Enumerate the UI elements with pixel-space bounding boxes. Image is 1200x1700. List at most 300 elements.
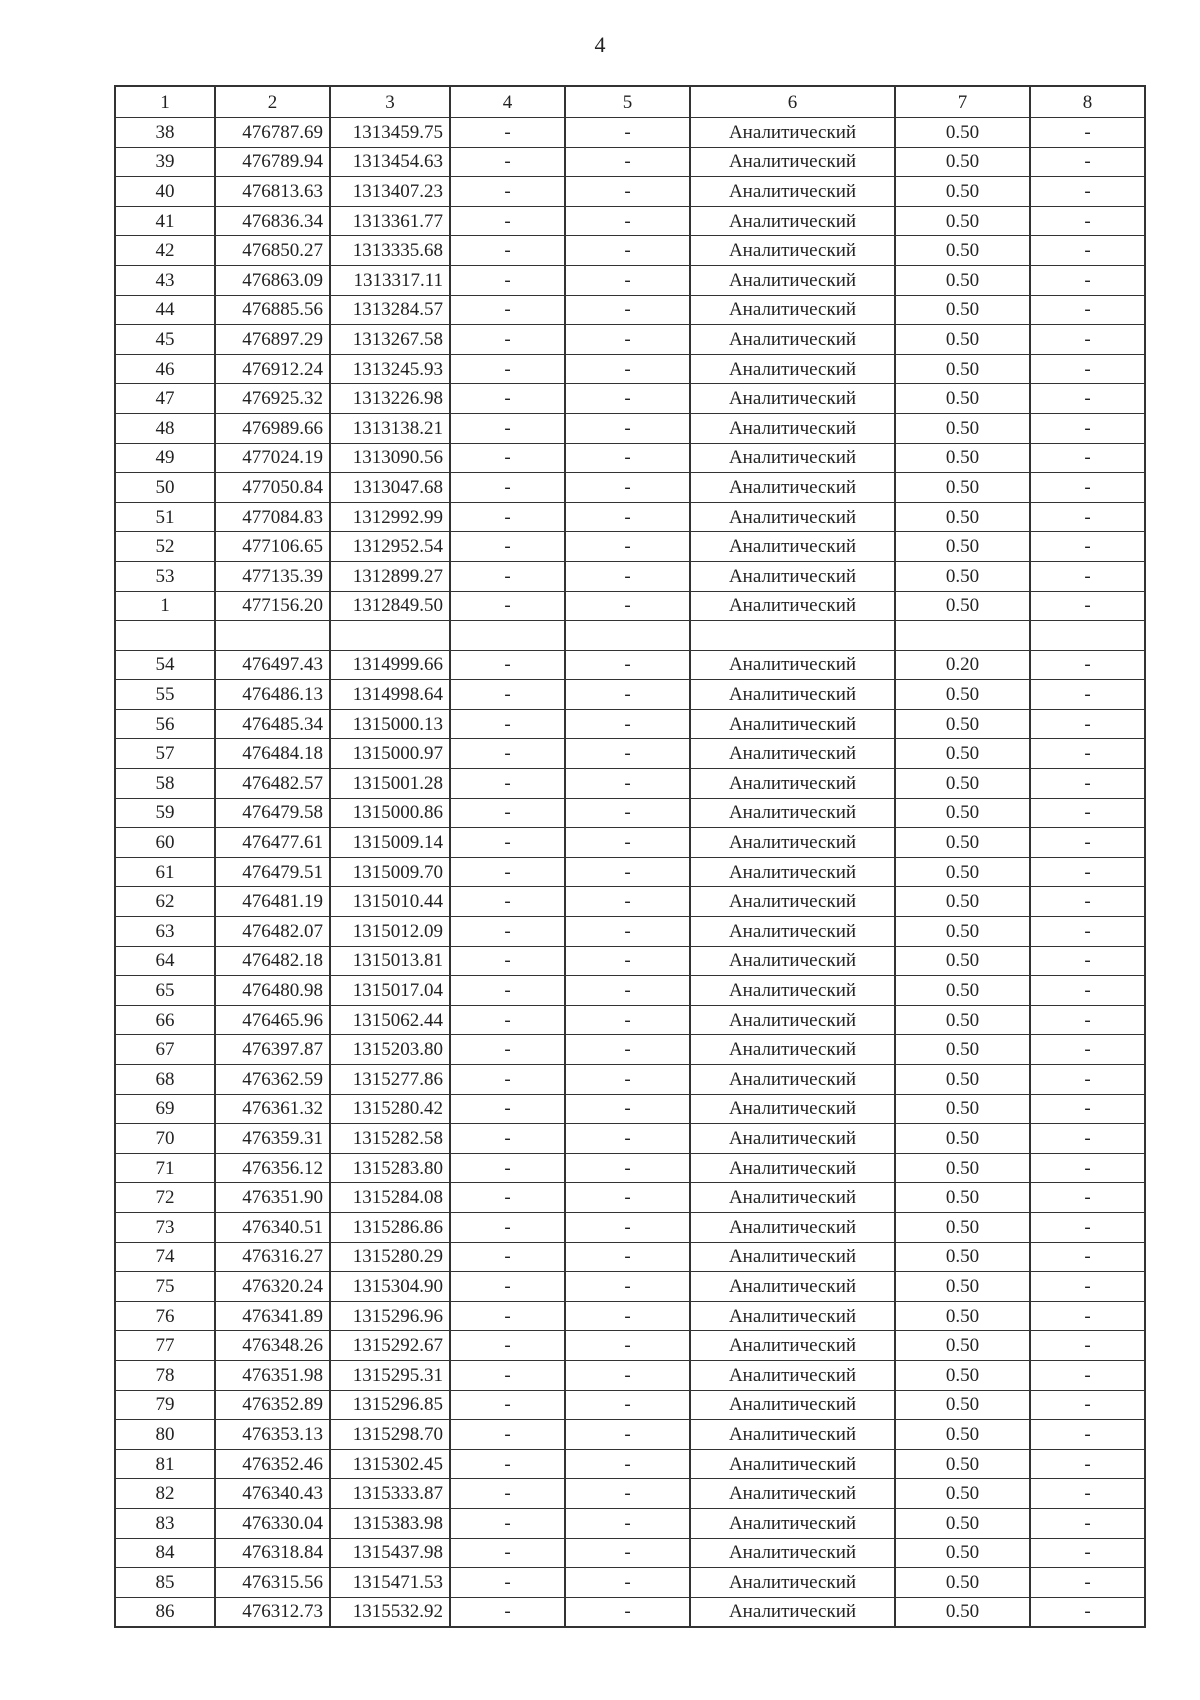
x-coordinate-cell: 477156.20 (215, 591, 330, 621)
point-number-cell: 55 (115, 680, 215, 710)
column-5-cell: - (565, 769, 690, 799)
column-4-cell: - (450, 502, 565, 532)
accuracy-cell: 0.50 (895, 354, 1030, 384)
table-row (115, 1449, 1145, 1479)
y-coordinate-cell: 1315000.13 (330, 709, 450, 739)
column-5-cell: - (565, 413, 690, 443)
accuracy-cell: 0.50 (895, 739, 1030, 769)
method-cell: Аналитический (690, 887, 895, 917)
column-4-cell: - (450, 887, 565, 917)
column-8-cell: - (1030, 976, 1145, 1006)
x-coordinate-cell: 476482.57 (215, 769, 330, 799)
column-4-cell: - (450, 1124, 565, 1154)
column-4-cell: - (450, 206, 565, 236)
column-5-cell: - (565, 502, 690, 532)
point-number-cell: 40 (115, 177, 215, 207)
method-cell: Аналитический (690, 1272, 895, 1302)
accuracy-cell: 0.50 (895, 236, 1030, 266)
column-8-cell: - (1030, 828, 1145, 858)
column-5-cell: - (565, 1212, 690, 1242)
point-number-cell: 79 (115, 1390, 215, 1420)
accuracy-cell: 0.50 (895, 561, 1030, 591)
column-4-cell: - (450, 739, 565, 769)
column-4-cell: - (450, 680, 565, 710)
point-number-cell: 72 (115, 1183, 215, 1213)
table-row (115, 1212, 1145, 1242)
column-4-cell: - (450, 976, 565, 1006)
header-cell: 3 (330, 86, 450, 118)
table-row (115, 265, 1145, 295)
column-8-cell: - (1030, 887, 1145, 917)
method-cell: Аналитический (690, 1390, 895, 1420)
method-cell: Аналитический (690, 443, 895, 473)
column-5-cell: - (565, 1508, 690, 1538)
table-row (115, 1360, 1145, 1390)
column-4-cell: - (450, 1301, 565, 1331)
accuracy-cell: 0.50 (895, 709, 1030, 739)
method-cell: Аналитический (690, 1242, 895, 1272)
method-cell: Аналитический (690, 1508, 895, 1538)
x-coordinate-cell: 476863.09 (215, 265, 330, 295)
accuracy-cell: 0.50 (895, 946, 1030, 976)
column-5-cell: - (565, 1183, 690, 1213)
x-coordinate-cell: 476482.18 (215, 946, 330, 976)
method-cell: Аналитический (690, 206, 895, 236)
column-8-cell: - (1030, 946, 1145, 976)
x-coordinate-cell: 476787.69 (215, 118, 330, 148)
accuracy-cell: 0.50 (895, 798, 1030, 828)
column-8-cell: - (1030, 1449, 1145, 1479)
column-8-cell: - (1030, 384, 1145, 414)
table-row (115, 857, 1145, 887)
column-4-cell: - (450, 769, 565, 799)
column-5-cell: - (565, 561, 690, 591)
column-5-cell: - (565, 650, 690, 680)
accuracy-cell: 0.50 (895, 384, 1030, 414)
point-number-cell: 44 (115, 295, 215, 325)
column-5-cell: - (565, 1065, 690, 1095)
column-5-cell: - (565, 265, 690, 295)
y-coordinate-cell: 1312992.99 (330, 502, 450, 532)
accuracy-cell: 0.50 (895, 1420, 1030, 1450)
column-4-cell: - (450, 1390, 565, 1420)
column-8-cell: - (1030, 798, 1145, 828)
x-coordinate-cell: 476481.19 (215, 887, 330, 917)
point-number-cell: 83 (115, 1508, 215, 1538)
y-coordinate-cell: 1313047.68 (330, 473, 450, 503)
table-row (115, 443, 1145, 473)
method-cell: Аналитический (690, 650, 895, 680)
column-4-cell: - (450, 1035, 565, 1065)
table-row (115, 1153, 1145, 1183)
point-number-cell: 85 (115, 1568, 215, 1598)
column-5-cell: - (565, 1479, 690, 1509)
x-coordinate-cell: 476897.29 (215, 325, 330, 355)
method-cell: Аналитический (690, 709, 895, 739)
y-coordinate-cell: 1313317.11 (330, 265, 450, 295)
column-8-cell: - (1030, 591, 1145, 621)
column-4-cell: - (450, 473, 565, 503)
accuracy-cell: 0.50 (895, 1094, 1030, 1124)
table-row (115, 1390, 1145, 1420)
y-coordinate-cell: 1315283.80 (330, 1153, 450, 1183)
accuracy-cell: 0.50 (895, 1005, 1030, 1035)
column-4-cell: - (450, 265, 565, 295)
accuracy-cell: 0.50 (895, 1301, 1030, 1331)
table-row (115, 147, 1145, 177)
x-coordinate-cell: 476477.61 (215, 828, 330, 858)
method-cell: Аналитический (690, 1479, 895, 1509)
column-5-cell: - (565, 443, 690, 473)
method-cell: Аналитический (690, 828, 895, 858)
y-coordinate-cell: 1315203.80 (330, 1035, 450, 1065)
column-5-cell: - (565, 591, 690, 621)
column-4-cell: - (450, 798, 565, 828)
accuracy-cell: 0.50 (895, 1360, 1030, 1390)
y-coordinate-cell: 1315010.44 (330, 887, 450, 917)
column-8-cell: - (1030, 1272, 1145, 1302)
accuracy-cell: 0.50 (895, 1124, 1030, 1154)
column-8-cell: - (1030, 1508, 1145, 1538)
x-coordinate-cell: 477084.83 (215, 502, 330, 532)
column-5-cell: - (565, 1035, 690, 1065)
table-row (115, 295, 1145, 325)
y-coordinate-cell: 1315532.92 (330, 1597, 450, 1627)
column-8-cell: - (1030, 177, 1145, 207)
method-cell: Аналитический (690, 946, 895, 976)
column-4-cell: - (450, 384, 565, 414)
table-row (115, 976, 1145, 1006)
column-8-cell: - (1030, 1420, 1145, 1450)
header-cell: 5 (565, 86, 690, 118)
x-coordinate-cell: 476353.13 (215, 1420, 330, 1450)
y-coordinate-cell: 1315286.86 (330, 1212, 450, 1242)
point-number-cell: 62 (115, 887, 215, 917)
column-8-cell: - (1030, 206, 1145, 236)
x-coordinate-cell: 476486.13 (215, 680, 330, 710)
column-5-cell: - (565, 118, 690, 148)
table-row (115, 1508, 1145, 1538)
method-cell: Аналитический (690, 1301, 895, 1331)
accuracy-cell: 0.50 (895, 118, 1030, 148)
x-coordinate-cell: 476320.24 (215, 1272, 330, 1302)
x-coordinate-cell: 476352.46 (215, 1449, 330, 1479)
column-5-cell: - (565, 532, 690, 562)
accuracy-cell: 0.50 (895, 413, 1030, 443)
table-row (115, 118, 1145, 148)
x-coordinate-cell: 476912.24 (215, 354, 330, 384)
point-number-cell: 78 (115, 1360, 215, 1390)
column-8-cell: - (1030, 1568, 1145, 1598)
method-cell: Аналитический (690, 739, 895, 769)
point-number-cell: 64 (115, 946, 215, 976)
column-8-cell: - (1030, 1242, 1145, 1272)
header-cell: 8 (1030, 86, 1145, 118)
accuracy-cell: 0.50 (895, 976, 1030, 1006)
accuracy-cell: 0.50 (895, 206, 1030, 236)
x-coordinate-cell: 476340.43 (215, 1479, 330, 1509)
method-cell: Аналитический (690, 1153, 895, 1183)
method-cell: Аналитический (690, 769, 895, 799)
x-coordinate-cell: 476789.94 (215, 147, 330, 177)
column-5-cell: - (565, 1124, 690, 1154)
point-number-cell: 42 (115, 236, 215, 266)
column-5-cell: - (565, 1390, 690, 1420)
column-8-cell: - (1030, 1360, 1145, 1390)
accuracy-cell: 0.50 (895, 265, 1030, 295)
table-row (115, 561, 1145, 591)
method-cell: Аналитический (690, 384, 895, 414)
y-coordinate-cell: 1315012.09 (330, 917, 450, 947)
accuracy-cell (895, 621, 1030, 651)
column-8-cell: - (1030, 236, 1145, 266)
column-5-cell: - (565, 976, 690, 1006)
y-coordinate-cell: 1313226.98 (330, 384, 450, 414)
method-cell: Аналитический (690, 147, 895, 177)
x-coordinate-cell: 476312.73 (215, 1597, 330, 1627)
method-cell: Аналитический (690, 1124, 895, 1154)
x-coordinate-cell: 476485.34 (215, 709, 330, 739)
column-8-cell: - (1030, 413, 1145, 443)
column-5-cell: - (565, 680, 690, 710)
column-5-cell: - (565, 1597, 690, 1627)
accuracy-cell: 0.50 (895, 1508, 1030, 1538)
x-coordinate-cell: 476497.43 (215, 650, 330, 680)
point-number-cell: 76 (115, 1301, 215, 1331)
column-4-cell: - (450, 1005, 565, 1035)
y-coordinate-cell: 1315296.85 (330, 1390, 450, 1420)
accuracy-cell: 0.50 (895, 1153, 1030, 1183)
y-coordinate-cell: 1313407.23 (330, 177, 450, 207)
table-row (115, 917, 1145, 947)
x-coordinate-cell: 476359.31 (215, 1124, 330, 1154)
column-8-cell: - (1030, 1124, 1145, 1154)
column-4-cell: - (450, 1568, 565, 1598)
y-coordinate-cell: 1315333.87 (330, 1479, 450, 1509)
point-number-cell: 84 (115, 1538, 215, 1568)
table-row (115, 236, 1145, 266)
table-row (115, 828, 1145, 858)
column-8-cell: - (1030, 147, 1145, 177)
x-coordinate-cell: 476362.59 (215, 1065, 330, 1095)
x-coordinate-cell: 476340.51 (215, 1212, 330, 1242)
method-cell: Аналитический (690, 1538, 895, 1568)
point-number-cell: 43 (115, 265, 215, 295)
column-5-cell: - (565, 1360, 690, 1390)
accuracy-cell: 0.50 (895, 1065, 1030, 1095)
point-number-cell: 52 (115, 532, 215, 562)
point-number-cell: 75 (115, 1272, 215, 1302)
y-coordinate-cell: 1315383.98 (330, 1508, 450, 1538)
y-coordinate-cell: 1313284.57 (330, 295, 450, 325)
table-row (115, 1124, 1145, 1154)
column-8-cell: - (1030, 473, 1145, 503)
y-coordinate-cell: 1315280.29 (330, 1242, 450, 1272)
y-coordinate-cell: 1315282.58 (330, 1124, 450, 1154)
accuracy-cell: 0.50 (895, 473, 1030, 503)
x-coordinate-cell: 477106.65 (215, 532, 330, 562)
point-number-cell: 86 (115, 1597, 215, 1627)
y-coordinate-cell: 1315292.67 (330, 1331, 450, 1361)
point-number-cell: 45 (115, 325, 215, 355)
column-5-cell: - (565, 1005, 690, 1035)
column-4-cell: - (450, 1479, 565, 1509)
table-row (115, 1479, 1145, 1509)
table-row (115, 621, 1145, 651)
accuracy-cell: 0.50 (895, 1479, 1030, 1509)
column-4-cell: - (450, 443, 565, 473)
column-4-cell: - (450, 946, 565, 976)
method-cell: Аналитический (690, 680, 895, 710)
column-5-cell: - (565, 1420, 690, 1450)
column-4-cell: - (450, 1094, 565, 1124)
y-coordinate-cell: 1312952.54 (330, 532, 450, 562)
table-header-row (115, 86, 1145, 118)
column-5-cell: - (565, 1272, 690, 1302)
table-row (115, 1183, 1145, 1213)
point-number-cell: 46 (115, 354, 215, 384)
y-coordinate-cell: 1313459.75 (330, 118, 450, 148)
column-4-cell: - (450, 354, 565, 384)
method-cell: Аналитический (690, 413, 895, 443)
point-number-cell: 81 (115, 1449, 215, 1479)
accuracy-cell: 0.50 (895, 1390, 1030, 1420)
column-4-cell: - (450, 1508, 565, 1538)
point-number-cell: 60 (115, 828, 215, 858)
column-5-cell: - (565, 828, 690, 858)
method-cell: Аналитический (690, 561, 895, 591)
table-row (115, 680, 1145, 710)
method-cell: Аналитический (690, 1331, 895, 1361)
accuracy-cell: 0.50 (895, 1331, 1030, 1361)
column-8-cell: - (1030, 1065, 1145, 1095)
column-4-cell (450, 621, 565, 651)
column-5-cell: - (565, 1538, 690, 1568)
column-5-cell: - (565, 798, 690, 828)
method-cell: Аналитический (690, 325, 895, 355)
y-coordinate-cell: 1315000.97 (330, 739, 450, 769)
column-5-cell: - (565, 325, 690, 355)
x-coordinate-cell: 476341.89 (215, 1301, 330, 1331)
column-4-cell: - (450, 1420, 565, 1450)
y-coordinate-cell (330, 621, 450, 651)
column-5-cell: - (565, 473, 690, 503)
method-cell: Аналитический (690, 1360, 895, 1390)
column-4-cell: - (450, 709, 565, 739)
table-row (115, 325, 1145, 355)
point-number-cell: 82 (115, 1479, 215, 1509)
table-row (115, 1331, 1145, 1361)
column-8-cell: - (1030, 769, 1145, 799)
y-coordinate-cell: 1315304.90 (330, 1272, 450, 1302)
coordinates-table (114, 85, 1146, 1628)
point-number-cell (115, 621, 215, 651)
x-coordinate-cell: 476836.34 (215, 206, 330, 236)
method-cell: Аналитический (690, 857, 895, 887)
point-number-cell: 67 (115, 1035, 215, 1065)
y-coordinate-cell: 1315280.42 (330, 1094, 450, 1124)
point-number-cell: 38 (115, 118, 215, 148)
x-coordinate-cell: 476479.58 (215, 798, 330, 828)
x-coordinate-cell: 476352.89 (215, 1390, 330, 1420)
method-cell: Аналитический (690, 502, 895, 532)
table-row (115, 473, 1145, 503)
column-5-cell: - (565, 236, 690, 266)
y-coordinate-cell: 1315009.70 (330, 857, 450, 887)
column-4-cell: - (450, 532, 565, 562)
method-cell: Аналитический (690, 798, 895, 828)
point-number-cell: 56 (115, 709, 215, 739)
accuracy-cell: 0.50 (895, 502, 1030, 532)
point-number-cell: 77 (115, 1331, 215, 1361)
accuracy-cell: 0.50 (895, 1212, 1030, 1242)
accuracy-cell: 0.50 (895, 887, 1030, 917)
method-cell: Аналитический (690, 295, 895, 325)
point-number-cell: 73 (115, 1212, 215, 1242)
column-5-cell: - (565, 1568, 690, 1598)
table-row (115, 1035, 1145, 1065)
table-row (115, 384, 1145, 414)
column-5-cell: - (565, 1301, 690, 1331)
column-5-cell: - (565, 384, 690, 414)
column-8-cell: - (1030, 443, 1145, 473)
method-cell: Аналитический (690, 354, 895, 384)
column-8-cell: - (1030, 1390, 1145, 1420)
x-coordinate-cell: 476348.26 (215, 1331, 330, 1361)
column-4-cell: - (450, 857, 565, 887)
table-row (115, 739, 1145, 769)
column-8-cell: - (1030, 532, 1145, 562)
column-8-cell: - (1030, 1035, 1145, 1065)
method-cell: Аналитический (690, 1449, 895, 1479)
table-row (115, 206, 1145, 236)
column-4-cell: - (450, 828, 565, 858)
column-8-cell: - (1030, 1183, 1145, 1213)
table-row (115, 946, 1145, 976)
x-coordinate-cell: 476480.98 (215, 976, 330, 1006)
x-coordinate-cell: 476925.32 (215, 384, 330, 414)
table-row (115, 709, 1145, 739)
point-number-cell: 54 (115, 650, 215, 680)
column-8-cell: - (1030, 1597, 1145, 1627)
table-row (115, 532, 1145, 562)
y-coordinate-cell: 1315017.04 (330, 976, 450, 1006)
method-cell: Аналитический (690, 591, 895, 621)
x-coordinate-cell: 476315.56 (215, 1568, 330, 1598)
accuracy-cell: 0.50 (895, 769, 1030, 799)
y-coordinate-cell: 1315062.44 (330, 1005, 450, 1035)
column-8-cell: - (1030, 265, 1145, 295)
point-number-cell: 71 (115, 1153, 215, 1183)
column-4-cell: - (450, 236, 565, 266)
column-4-cell: - (450, 561, 565, 591)
column-4-cell: - (450, 1065, 565, 1095)
column-5-cell: - (565, 1449, 690, 1479)
y-coordinate-cell: 1313267.58 (330, 325, 450, 355)
y-coordinate-cell: 1313138.21 (330, 413, 450, 443)
method-cell: Аналитический (690, 1094, 895, 1124)
accuracy-cell: 0.50 (895, 1272, 1030, 1302)
method-cell: Аналитический (690, 1568, 895, 1598)
point-number-cell: 80 (115, 1420, 215, 1450)
accuracy-cell: 0.50 (895, 325, 1030, 355)
column-8-cell: - (1030, 739, 1145, 769)
table-row (115, 1420, 1145, 1450)
table-body (115, 86, 1145, 1627)
x-coordinate-cell: 476989.66 (215, 413, 330, 443)
table-row (115, 1272, 1145, 1302)
table-row (115, 354, 1145, 384)
